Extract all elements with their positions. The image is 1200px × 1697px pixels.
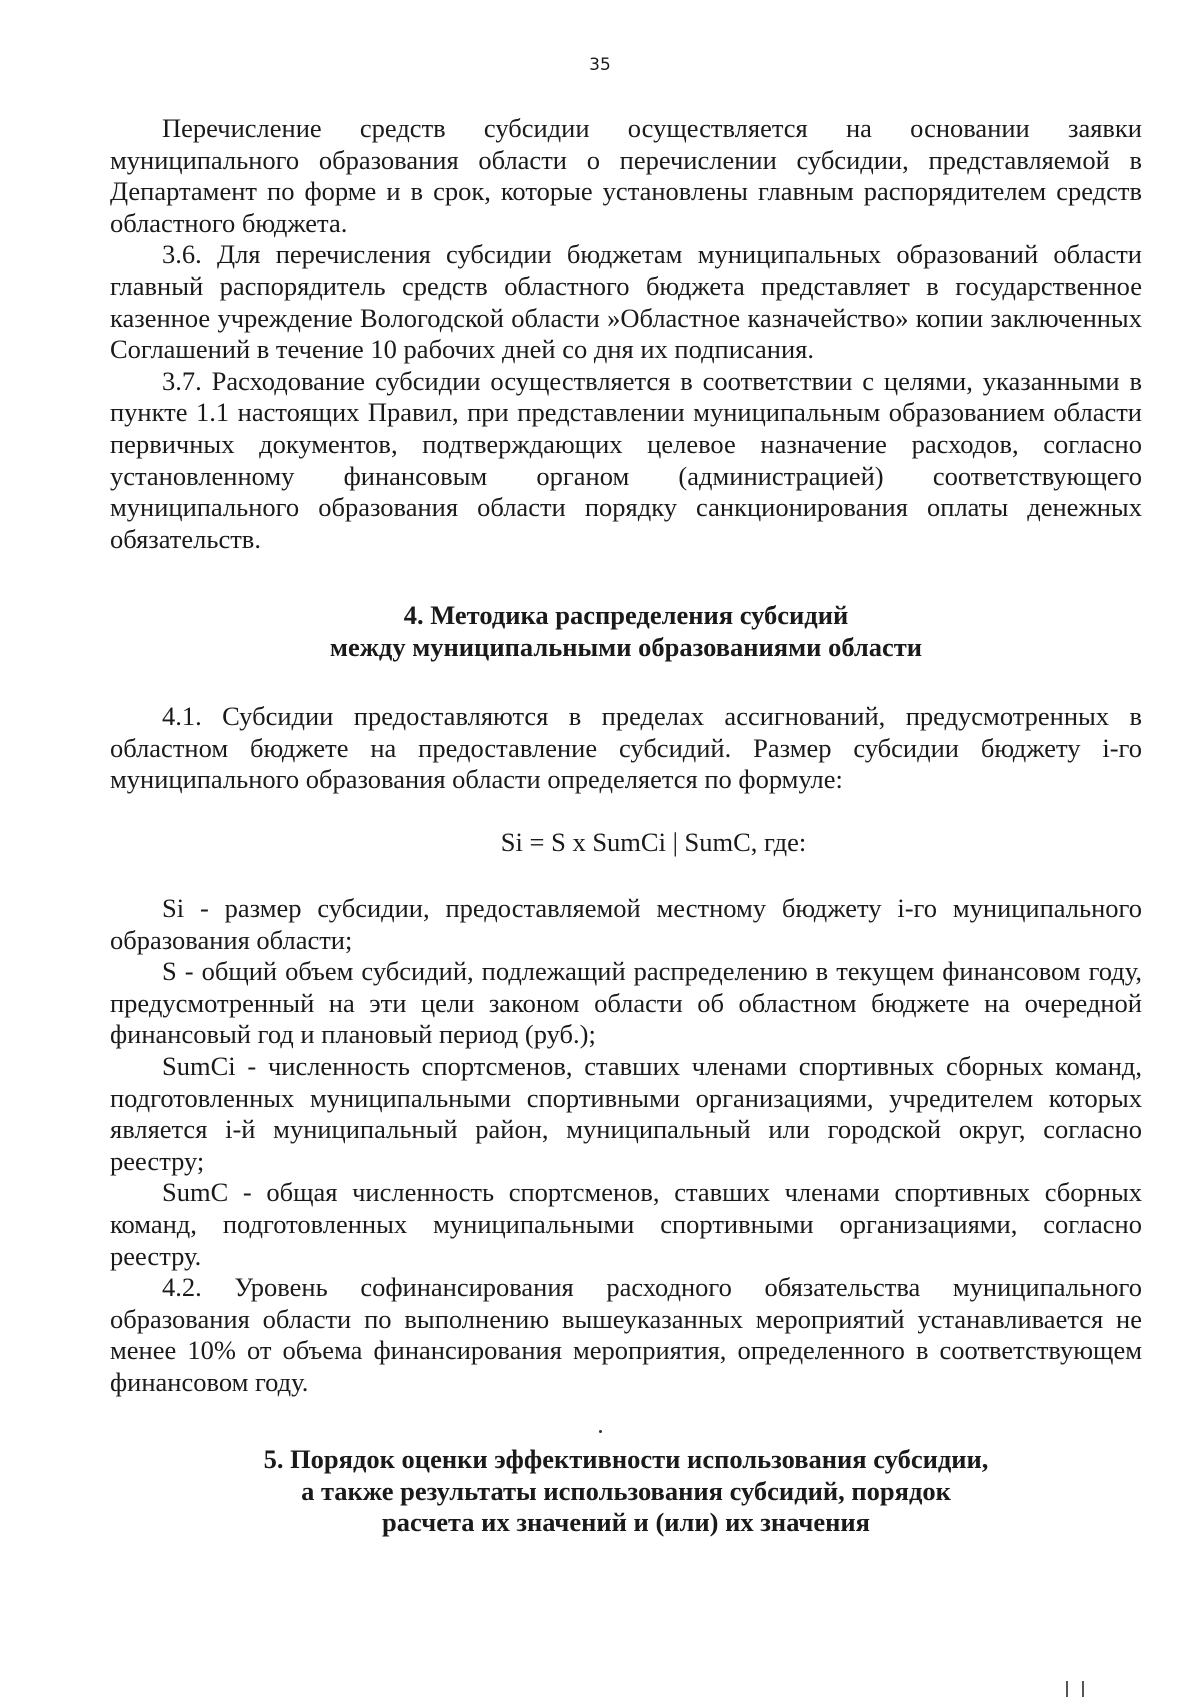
page-number: 35 [589, 55, 611, 75]
text-block-4-1 [110, 701, 1142, 796]
section-4-heading-line-2: между муниципальными образованиями области [329, 631, 923, 662]
section-4-heading-line-1: 4. Методика распределения субсидий [403, 600, 849, 630]
scan-speck [599, 1430, 602, 1433]
paragraph-term-si: Si - размер субсидии, предоставляемой местному бюджету i-го муниципального образования области; [110, 893, 1142, 955]
paragraph-term-sumci: SumCi - численность спортсменов, ставших членами спортивных сборных команд, подготовленных муниципальными спортивными организациями, учредителем которых является i-й муниципальный район, муниципальный или городской округ, согласно реестру; [110, 1050, 1142, 1176]
paragraph-transfer-procedure: Перечисление средств субсидии осуществляется на основании заявки муниципального образования области о перечислении субсидии, представляемой в Департамент по форме и в срок, которые установлены главным распорядителем средств областного бюджета. [110, 113, 1142, 238]
text-block-3x [110, 113, 1142, 555]
scan-edge-mark [1082, 1681, 1084, 1697]
section-5-heading-line-3: расчета их значений и (или) их значения [382, 1507, 870, 1538]
paragraph-4-1: 4.1. Субсидии предоставляются в пределах ассигнований, предусмотренных в областном бюджете на предоставление субсидий. Размер субсидии бюджету i-го муниципального образования области определяется по формуле: [110, 701, 1142, 795]
scan-edge-mark [1066, 1681, 1068, 1697]
section-5-heading-line-1: 5. Порядок оценки эффективности использования субсидии, [263, 1444, 989, 1474]
section-4-heading [110, 600, 1142, 663]
paragraph-term-sumc: SumC - общая численность спортсменов, ставших членами спортивных сборных команд, подготовленных муниципальными спортивными организациями, согласно реестру. [110, 1177, 1142, 1271]
section-5-heading [110, 1444, 1142, 1539]
distribution-formula: Si = S x SumCi | SumC, где: [500, 827, 807, 857]
paragraph-3-6: 3.6. Для перечисления субсидии бюджетам муниципальных образований области главный распорядитель средств областного бюджета представляет в государственное казенное учреждение Вологодской области »Областное казначейство» копии заключенных Соглашений в течение 10 рабочих дней со дня их подписания. [110, 239, 1142, 365]
section-5-heading-line-2: а также результаты использования субсидий, порядок [301, 1475, 951, 1506]
paragraph-3-7: 3.7. Расходование субсидии осуществляется в соответствии с целями, указанными в пункте 1.1 настоящих Правил, при представлении муниципальным образованием области первичных документов, подтверждающих целевое назначение расходов, согласно установленному финансовым органом (администрацией) соответствующего муниципального образования области порядку санкционирования оплаты денежных обязательств. [110, 365, 1142, 554]
text-block-formula-terms [110, 893, 1142, 1399]
paragraph-term-s: S - общий объем субсидий, подлежащий распределению в текущем финансовом году, предусмотренный на эти цели законом области об областном бюджете на очередной финансовый год и плановый период (руб.); [110, 956, 1142, 1050]
paragraph-4-2: 4.2. Уровень софинансирования расходного обязательства муниципального образования области по выполнению вышеуказанных мероприятий устанавливается не менее 10% от объема финансирования мероприятия, определенного в соответствующем финансовом году. [110, 1272, 1142, 1397]
